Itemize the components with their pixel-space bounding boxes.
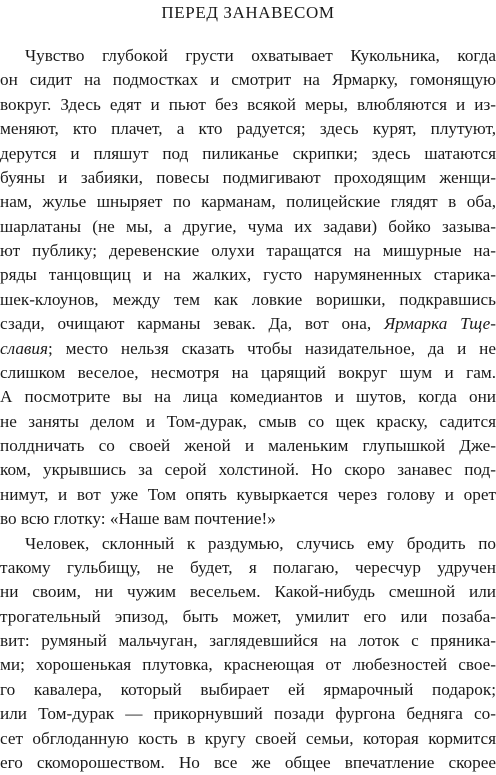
text-line [0, 483, 496, 507]
text-segment: нимут, и вот уже Том опять кувыркается через голову и орет [0, 484, 496, 504]
text-line [0, 532, 496, 556]
text-line [0, 702, 496, 726]
text-segment: не заняты делом и Том-дурак, смыв со щек краску, садится [0, 411, 496, 431]
text-line [0, 263, 496, 287]
text-line [0, 556, 496, 580]
text-line [0, 312, 496, 336]
text-segment: ; место нельзя сказать чтобы назидательное, да и не [47, 338, 496, 358]
text-line [0, 190, 496, 214]
text-segment: ряды танцовщиц и на жалких, густо нарумяненных старика- [0, 265, 496, 285]
text-segment: А посмотрите вы на лица комедиантов и шутов, когда они [0, 387, 496, 407]
text-line [0, 653, 496, 677]
text-segment: шарлатаны (не мы, а другие, чума их задави) бойко зазыва- [0, 216, 496, 236]
text-line [0, 629, 496, 653]
text-segment: трогательный эпизод, быть может, умилит его или позабa- [0, 606, 496, 626]
body-text [0, 44, 496, 775]
text-line [0, 142, 496, 166]
text-line [0, 239, 496, 263]
text-line [0, 678, 496, 702]
text-segment: дерутся и пляшут под пиликанье скрипки; здесь шатаются [0, 143, 496, 163]
text-line [0, 215, 496, 239]
text-line [0, 337, 496, 361]
text-line [0, 68, 496, 92]
text-segment: он сидит на подмостках и смотрит на Ярмарку, гомонящую [0, 70, 496, 90]
text-line [0, 166, 496, 190]
text-segment: ми; хорошенькая плутовка, краснеющая от любезностей свое- [0, 655, 496, 675]
text-line [0, 727, 496, 751]
text-segment: вит: румяный мальчуган, заглядевшийся на лоток с пряника- [0, 631, 496, 650]
text-segment: сзади, очищают карманы зевак. Да, вот она, [0, 314, 384, 334]
text-line [0, 288, 496, 312]
text-segment: полдничать со своей женой и маленьким глупышкой Дже- [0, 436, 496, 455]
text-line [0, 361, 496, 385]
text-segment: буяны и забияки, повесы подмигивают проходящим женщи- [0, 167, 496, 187]
text-line [0, 385, 496, 409]
text-segment: слишком веселое, несмотря на царящий вокруг шум и гам. [0, 362, 496, 382]
text-line [0, 751, 496, 775]
text-segment: или Том-дурак — прикорнувший позади фургона бедняга со- [0, 704, 496, 724]
text-segment: шек-клоунов, между тем как ловкие воришки, подкравшись [0, 289, 496, 309]
text-line [0, 44, 496, 68]
text-segment: его скоморошеством. Но все же общее впечатление скорее [0, 752, 496, 772]
text-line [0, 605, 496, 629]
text-segment: вокруг. Здесь едят и пьют без всякой меры, влюбляются и из- [0, 94, 496, 114]
italic-text: славия [0, 338, 48, 358]
text-line [0, 117, 496, 141]
text-line [0, 434, 496, 458]
text-segment: нам, жулье шныряет по карманам, полицейские глядят в оба, [0, 192, 496, 212]
text-segment: ни своим, ни чужим весельем. Какой-нибудь смешной или [0, 582, 496, 602]
text-segment: Человек, склонный к раздумью, случись ему бродить по [25, 533, 496, 553]
text-line [0, 458, 496, 482]
text-segment: го кавалера, который выбирает ей ярмарочный подарок; [0, 679, 496, 699]
text-line [0, 93, 496, 117]
text-segment: меняют, кто плачет, а кто радуется; здесь курят, плутуют, [0, 119, 496, 139]
text-segment: сет обглоданную кость в кругу своей семьи, которая кормится [0, 728, 496, 748]
text-line [0, 580, 496, 604]
text-segment: такому гульбищу, не будет, я полагаю, чересчур удручен [0, 557, 496, 577]
chapter-heading: ПЕРЕД ЗАНАВЕСОМ [161, 3, 335, 22]
text-line [0, 410, 496, 434]
text-segment: ют публику; деревенские олухи таращатся на мишурные на- [0, 241, 496, 260]
italic-text: Ярмарка Тще- [383, 314, 496, 334]
text-line [0, 507, 496, 531]
text-segment: ком, укрывшись за серой холстиной. Но скоро занавес под- [0, 460, 496, 480]
text-segment: во всю глотку: «Наше вам почтение!» [0, 509, 276, 529]
text-segment: Чувство глубокой грусти охватывает Кукольника, когда [25, 46, 496, 65]
